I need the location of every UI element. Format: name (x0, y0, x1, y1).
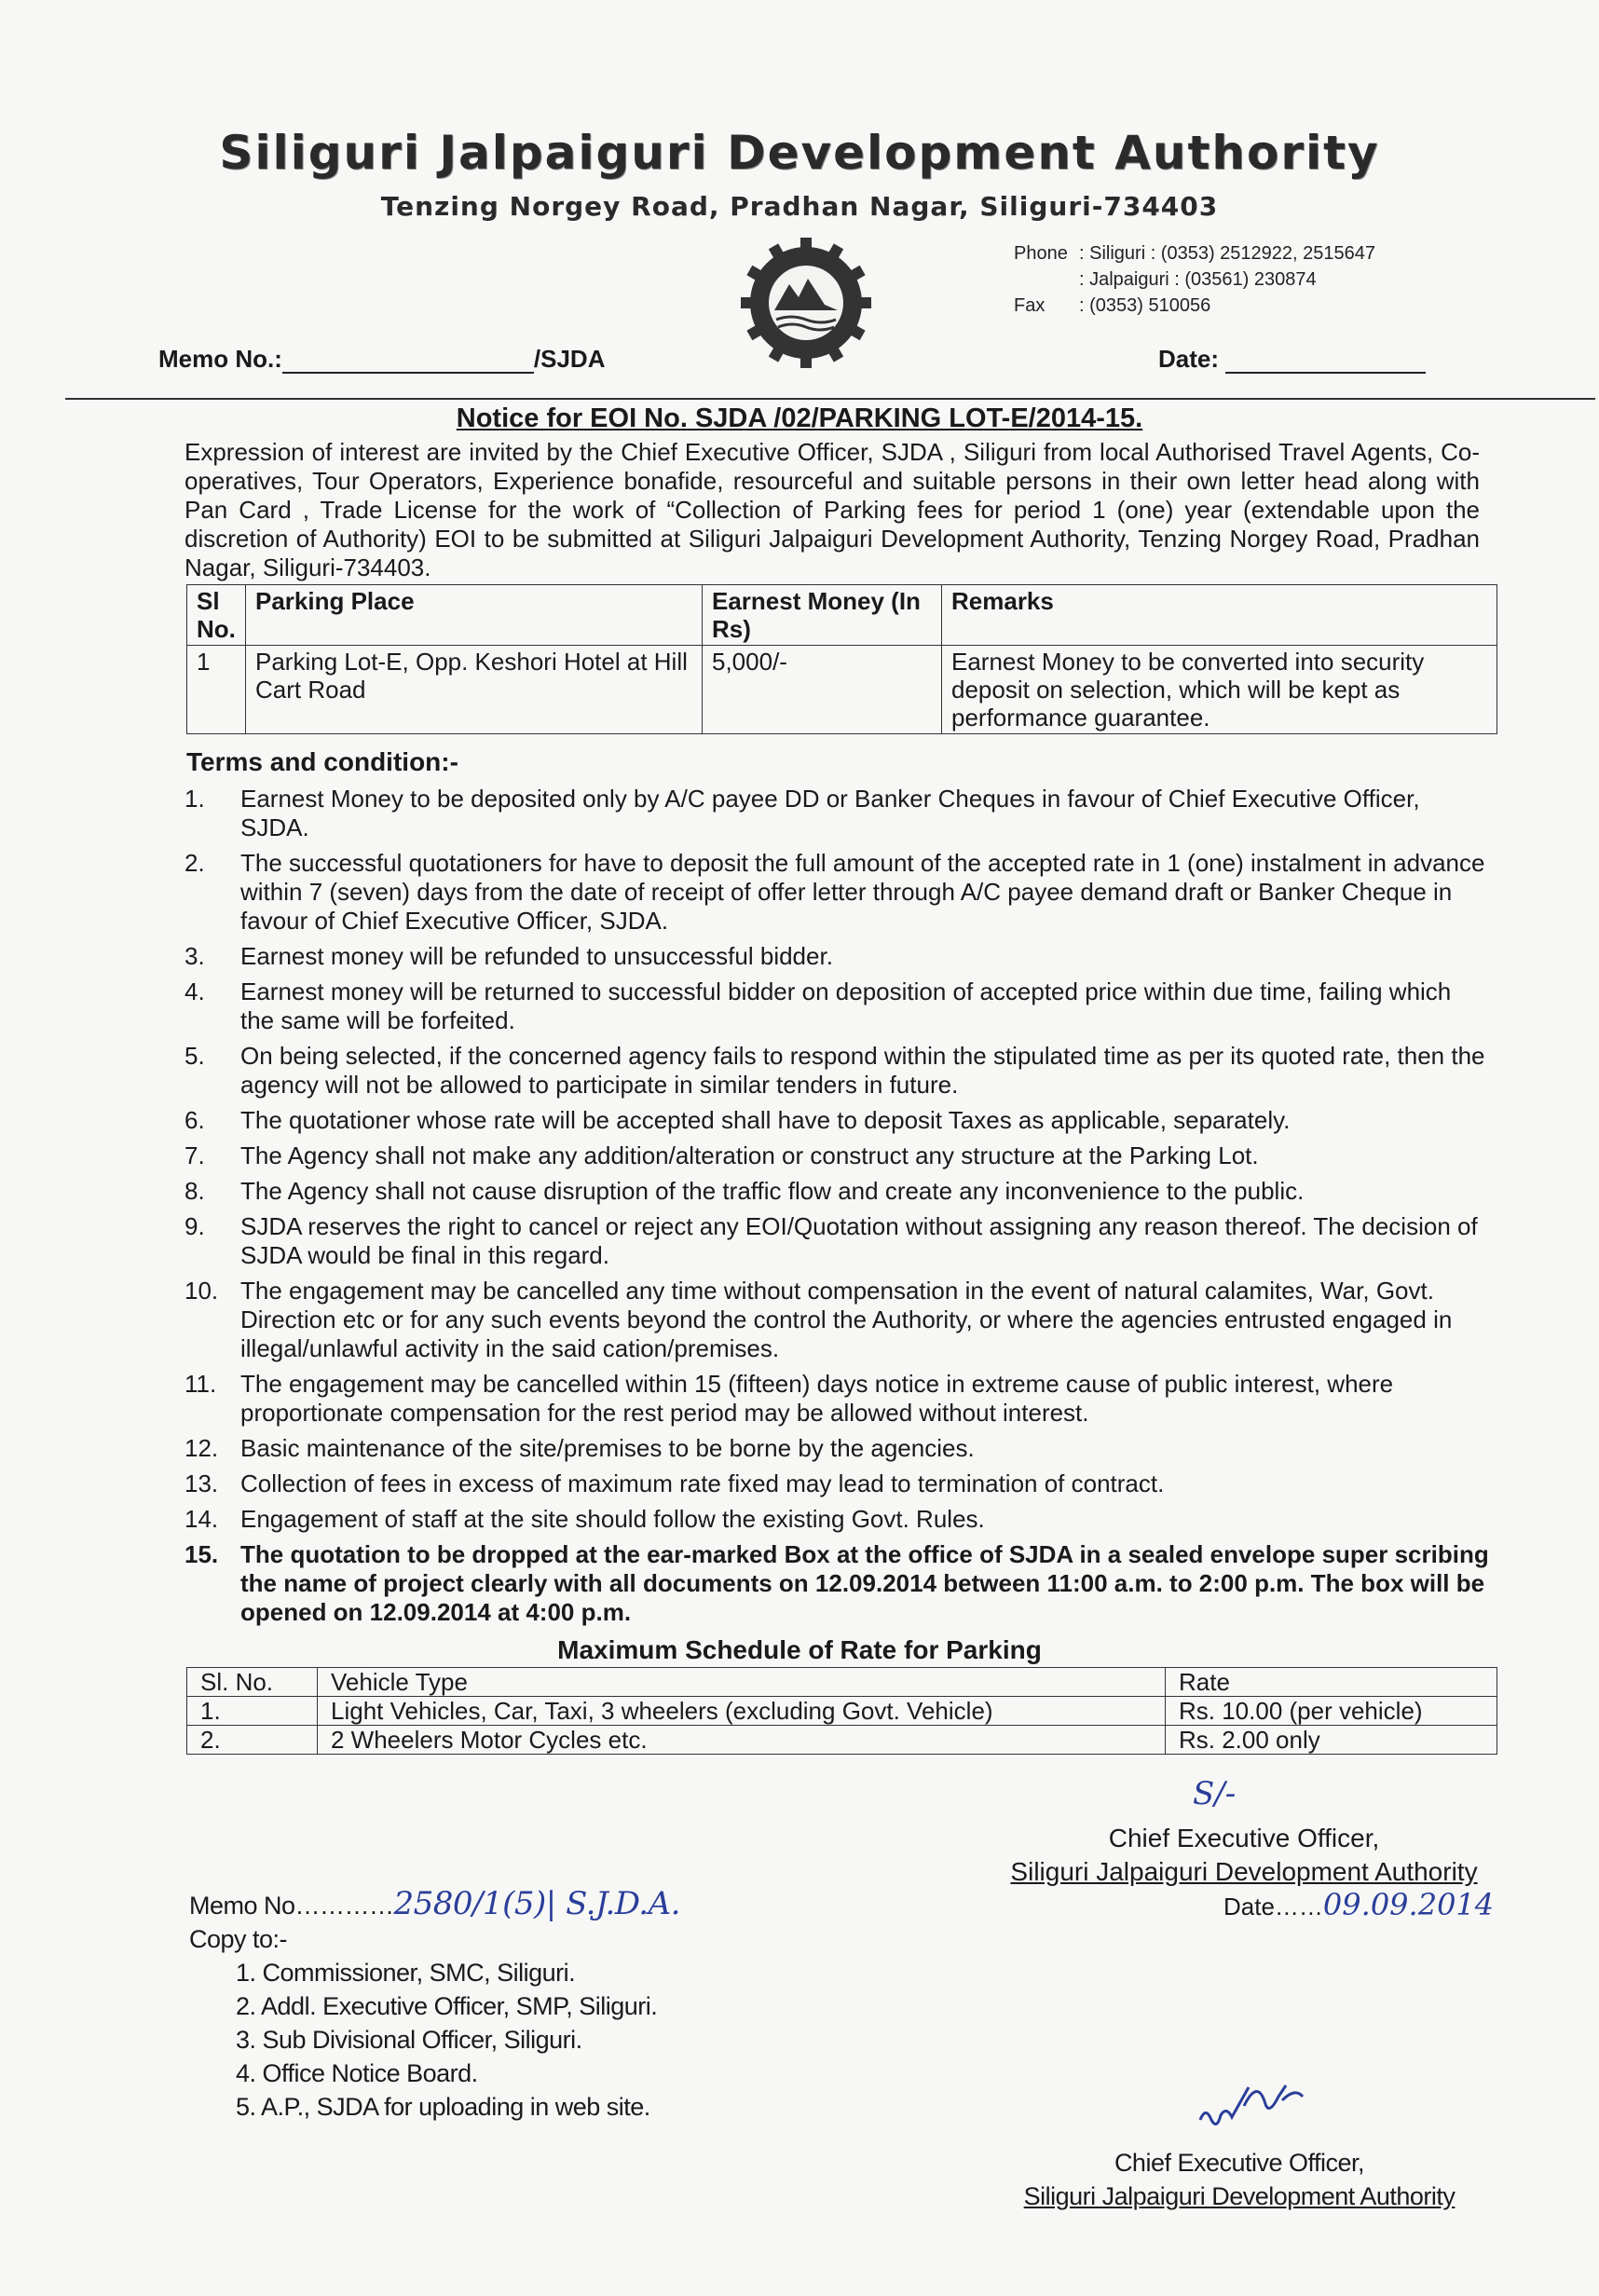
signature-block (955, 1822, 1533, 1889)
org-address: Tenzing Norgey Road, Pradhan Nagar, Siliguri-734403 (380, 191, 1219, 222)
rate-schedule-table (186, 1667, 1497, 1755)
eoi-table (186, 584, 1497, 734)
term-text: The quotationer whose rate will be accepted shall have to deposit Taxes as applicable, separately. (240, 1106, 1291, 1134)
col-sl-no: Sl. No. (187, 1668, 318, 1697)
copy-to-label: Copy to:- (189, 1925, 288, 1953)
cell-sl-no: 1. (187, 1697, 318, 1726)
signatory-org: Siliguri Jalpaiguri Development Authority (1010, 1857, 1478, 1886)
phone-siliguri: : Siliguri : (0353) 2512922, 2515647 (1079, 243, 1376, 264)
cell-rate: Rs. 2.00 only (1166, 1726, 1497, 1755)
term-text: The successful quotationers for have to deposit the full amount of the accepted rate in 1 (one) instalment in advance within 7 (seven) days from the date of receipt of offer letter through A/C payee demand draft or Banker Cheque in favour of Chief Executive Officer, SJDA. (240, 849, 1485, 935)
list-item (184, 1505, 1489, 1534)
list-item (184, 977, 1489, 1035)
signature-date-value: 09.09.2014 (1322, 1887, 1495, 1922)
term-text: Basic maintenance of the site/premises to be borne by the agencies. (240, 1434, 975, 1462)
term-text: The Agency shall not cause disruption of the traffic flow and create any inconvenience to the public. (240, 1177, 1305, 1205)
signature-mark: S/- (1193, 1775, 1237, 1812)
term-text: Earnest money will be refunded to unsuccessful bidder. (240, 942, 833, 970)
fax-number: : (0353) 510056 (1079, 295, 1211, 316)
list-item: 1. Commissioner, SMC, Siliguri. (236, 1959, 576, 1987)
col-parking-place: Parking Place (246, 585, 703, 646)
cell-rate: Rs. 10.00 (per vehicle) (1166, 1697, 1497, 1726)
term-text: SJDA reserves the right to cancel or reject any EOI/Quotation without assigning any reason thereof. The decision of SJDA would be final in this regard. (240, 1212, 1478, 1269)
list-item (184, 1212, 1489, 1270)
term-text: The engagement may be cancelled within 15 (fifteen) days notice in extreme cause of public interest, where proportionate compensation for the rest period may be allowed without interest. (240, 1370, 1394, 1427)
memo-number-field (158, 345, 605, 374)
col-vehicle-type: Vehicle Type (318, 1668, 1166, 1697)
col-remarks: Remarks (942, 585, 1497, 646)
org-title: Siliguri Jalpaiguri Development Authority (219, 126, 1380, 180)
term-text: On being selected, if the concerned agency fails to respond within the stipulated time as per its quoted rate, then the agency will not be allowed to participate in similar tenders in future. (240, 1042, 1485, 1099)
initials-signature-icon (1193, 2069, 1314, 2143)
term-number: 11. (184, 1370, 217, 1398)
term-number: 12. (184, 1434, 219, 1462)
term-text: Engagement of staff at the site should follow the existing Govt. Rules. (240, 1505, 985, 1533)
list-item (184, 1540, 1489, 1627)
signature-date-label: Date…… (1223, 1893, 1323, 1920)
list-item (184, 785, 1489, 842)
cell-sl-no: 2. (187, 1726, 318, 1755)
col-earnest-money: Earnest Money (In Rs) (703, 585, 942, 646)
list-item (184, 1277, 1489, 1363)
cell-sl-no: 1 (187, 646, 246, 734)
term-number: 13. (184, 1469, 219, 1497)
col-rate: Rate (1166, 1668, 1497, 1697)
term-number: 6. (184, 1106, 205, 1134)
memo-label: Memo No.: (158, 345, 282, 373)
list-item (184, 1177, 1489, 1206)
cell-remarks: Earnest Money to be converted into security deposit on selection, which will be kept as performance guarantee. (942, 646, 1497, 734)
cell-earnest-money: 5,000/- (703, 646, 942, 734)
contact-block (1014, 240, 1375, 319)
list-item (184, 849, 1489, 936)
term-number: 5. (184, 1042, 205, 1070)
header-divider (65, 398, 1595, 400)
eoi-table-header (187, 585, 1497, 646)
terms-list (184, 785, 1489, 1633)
term-number: 1. (184, 785, 205, 813)
notice-intro: Expression of interest are invited by the Chief Executive Officer, SJDA , Siliguri from local Authorised Travel Agents, Co-operatives, Tour Operators, Experience bonafide, resourceful and suitable persons in their own letter head along with Pan Card , Trade License for the work of “Collection of Parking fees for period 1 (one) year (extendable upon the discretion of Authority) EOI to be submitted at Siliguri Jalpaiguri Development Authority, Tenzing Norgey Road, Pradhan Nagar, Siliguri-734403. (184, 438, 1480, 581)
term-text: Collection of fees in excess of maximum rate fixed may lead to termination of contract. (240, 1469, 1165, 1497)
schedule-title: Maximum Schedule of Rate for Parking (557, 1635, 1042, 1664)
notice-title: Notice for EOI No. SJDA /02/PARKING LOT-E/2014-15. (456, 403, 1143, 433)
list-item (184, 1106, 1489, 1135)
cell-vehicle-type: 2 Wheelers Motor Cycles etc. (318, 1726, 1166, 1755)
term-number: 14. (184, 1505, 219, 1533)
term-number: 9. (184, 1212, 205, 1240)
date-field (1158, 345, 1426, 374)
list-item: 3. Sub Divisional Officer, Siliguri. (236, 2026, 582, 2054)
terms-heading: Terms and condition:- (186, 747, 458, 776)
term-text: Earnest money will be returned to successful bidder on deposition of accepted price within due time, failing which the same will be forfeited. (240, 977, 1452, 1034)
signature-block-2 (988, 2146, 1491, 2213)
term-number: 10. (184, 1277, 219, 1305)
copy-to-block (189, 1887, 680, 2124)
schedule-table-header (187, 1668, 1497, 1697)
memo-bottom-label: Memo No………… (189, 1892, 394, 1920)
term-number: 4. (184, 977, 205, 1005)
phone-jalpaiguri: : Jalpaiguri : (03561) 230874 (1079, 269, 1317, 290)
signatory-title-2: Chief Executive Officer, (1114, 2149, 1365, 2177)
table-row (187, 1726, 1497, 1755)
list-item (184, 1434, 1489, 1463)
term-text: The Agency shall not make any addition/alteration or construct any structure at the Parking Lot. (240, 1141, 1259, 1169)
list-item: 4. Office Notice Board. (236, 2059, 478, 2087)
list-item (184, 942, 1489, 971)
signatory-title: Chief Executive Officer, (1108, 1824, 1380, 1852)
term-number: 15. (184, 1540, 219, 1568)
cell-parking-place: Parking Lot-E, Opp. Keshori Hotel at Hill Cart Road (246, 646, 703, 734)
list-item: 5. A.P., SJDA for uploading in web site. (236, 2093, 650, 2121)
table-row (187, 646, 1497, 734)
cell-vehicle-type: Light Vehicles, Car, Taxi, 3 wheelers (excluding Govt. Vehicle) (318, 1697, 1166, 1726)
list-item: 2. Addl. Executive Officer, SMP, Siliguri. (236, 1992, 658, 2020)
fax-label: Fax (1014, 295, 1046, 316)
list-item (184, 1042, 1489, 1100)
signatory-org-2: Siliguri Jalpaiguri Development Authority (1023, 2182, 1456, 2210)
term-number: 7. (184, 1141, 205, 1169)
phone-label: Phone (1014, 243, 1068, 264)
signature-date (1223, 1887, 1494, 1922)
term-number: 2. (184, 849, 205, 877)
memo-bottom-value: 2580/1(5)| S.J.D.A. (393, 1885, 680, 1922)
list-item (184, 1469, 1489, 1498)
term-text: The engagement may be cancelled any time without compensation in the event of natural calamites, War, Govt. Direction etc or for any such events beyond the control the Authority, or where the agencies entrusted engaged in illegal/unlawful activity in the said cation/premises. (240, 1277, 1453, 1362)
term-number: 3. (184, 942, 205, 970)
term-number: 8. (184, 1177, 205, 1205)
memo-suffix: /SJDA (533, 345, 606, 373)
date-label: Date: (1158, 345, 1220, 373)
col-sl-no: Sl No. (187, 585, 246, 646)
term-text: The quotation to be dropped at the ear-marked Box at the office of SJDA in a sealed envelope super scribing the name of project clearly with all documents on 12.09.2014 between 11:00 a.m. to 2:00 p.m. The box will be opened on 12.09.2014 at 4:00 p.m. (240, 1540, 1489, 1626)
list-item (184, 1141, 1489, 1170)
list-item (184, 1370, 1489, 1428)
authority-seal-icon (741, 238, 871, 368)
table-row (187, 1697, 1497, 1726)
term-text: Earnest Money to be deposited only by A/C payee DD or Banker Cheques in favour of Chief Executive Officer, SJDA. (240, 785, 1420, 841)
